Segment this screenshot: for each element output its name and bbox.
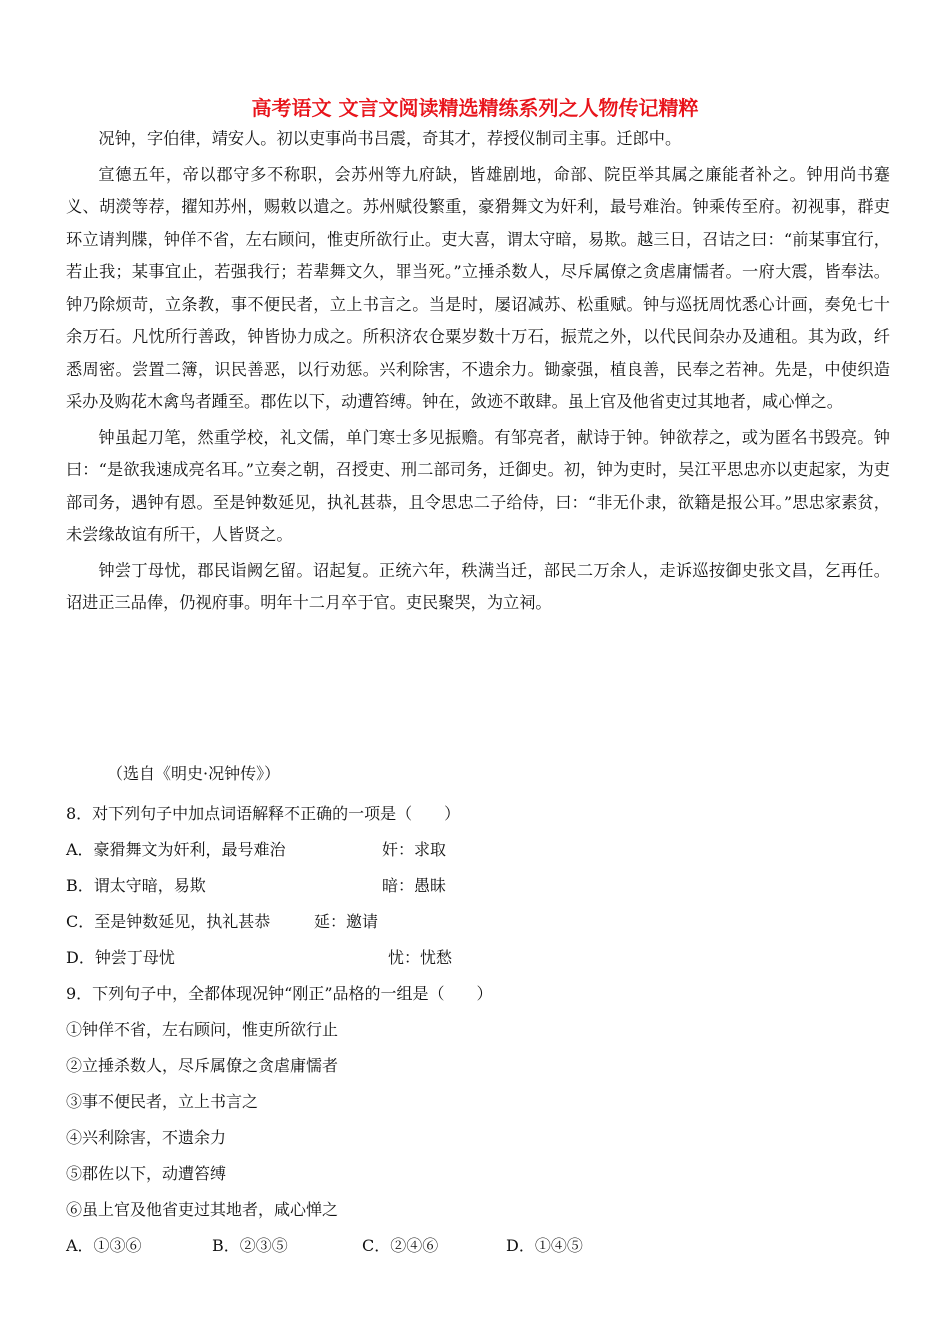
option-text: D．钟尝丁母忧	[66, 948, 175, 967]
answer-choice-b: B．②③⑤	[212, 1236, 288, 1255]
question-9-item: ④兴利除害，不遗余力	[66, 1128, 227, 1147]
passage-paragraph: 钟尝丁母忧，郡民诣阙乞留。诏起复。正统六年，秩满当迁，部民二万余人，走诉巡按御史张文昌，乞再任。诏进正三品俸，仍视府事。明年十二月卒于官。吏民聚哭，为立祠。	[66, 560, 890, 612]
option-text: B．谓太守暗，易欺	[66, 876, 206, 895]
question-9-stem: 9．下列句子中，全都体现况钟“刚正”品格的一组是（ ）	[66, 984, 493, 1003]
answer-choice-c: C．②④⑥	[362, 1236, 439, 1255]
passage-paragraph: 宣德五年，帝以郡守多不称职，会苏州等九府缺，皆雄剧地，命部、院臣举其属之廉能者补之。钟用尚书蹇义、胡濙等荐，擢知苏州，赐敕以遣之。苏州赋役繁重，豪猾舞文为奸利，最号难治。钟乘传至府。初视事，群吏环立请判牒，钟佯不省，左右顾问，惟吏所欲行止。吏大喜，谓太守暗，易欺。越三日，召诘之曰：“前某事宜行，若止我；某事宜止，若强我行；若辈舞文久，罪当死。”立捶杀数人，尽斥属僚之贪虐庸懦者。一府大震，皆奉法。钟乃除烦苛，立条教，事不便民者，立上书言之。当是时，屡诏减苏、松重赋。钟与巡抚周忱悉心计画，奏免七十余万石。凡忱所行善政，钟皆协力成之。所积济农仓粟岁数十万石，振荒之外，以代民间杂办及逋租。其为政，纤悉周密。尝置二簿，识民善恶，以行劝惩。兴利除害，不遗余力。锄豪强，植良善，民奉之若神。先是，中使织造采办及购花木禽鸟者踵至。郡佐以下，动遭笞缚。钟在，敛迹不敢肆。虽上官及他省吏过其地者，咸心惮之。	[66, 164, 890, 411]
question-9-item: ⑤郡佐以下，动遭笞缚	[66, 1164, 227, 1183]
answer-choice-d: D．①④⑤	[506, 1236, 583, 1255]
passage-paragraph: 况钟，字伯律，靖安人。初以吏事尚书吕震，奇其才，荐授仪制司主事。迁郎中。	[98, 129, 682, 148]
question-8-option-b	[66, 868, 890, 904]
passage	[66, 123, 890, 620]
question-8-option-a	[66, 832, 890, 868]
question-9-answers	[66, 1228, 890, 1264]
option-note: 延：邀请	[314, 912, 379, 931]
answer-choice-a: A．①③⑥	[66, 1236, 142, 1255]
question-9-item: ⑥虽上官及他省吏过其地者，咸心惮之	[66, 1200, 339, 1219]
question-9-item: ②立捶杀数人，尽斥属僚之贪虐庸懦者	[66, 1056, 339, 1075]
question-8-option-c	[66, 904, 890, 940]
question-8-option-d	[66, 940, 890, 976]
document-title: 高考语文 文言文阅读精选精练系列之人物传记精粹	[251, 96, 699, 120]
option-note: 奸：求取	[382, 840, 447, 859]
question-9-item: ①钟佯不省，左右顾问，惟吏所欲行止	[66, 1020, 339, 1039]
option-text: C．至是钟数延见，执礼甚恭	[66, 912, 271, 931]
question-9-item: ③事不便民者，立上书言之	[66, 1092, 259, 1111]
option-note: 暗：愚昧	[382, 876, 447, 895]
questions	[66, 796, 890, 1264]
passage-source: （选自《明史·况钟传》）	[107, 764, 281, 783]
option-note: 忧：忧愁	[388, 948, 453, 967]
question-8-stem: 8．对下列句子中加点词语解释不正确的一项是（ ）	[66, 804, 461, 823]
passage-paragraph: 钟虽起刀笔，然重学校，礼文儒，单门寒士多见振赡。有邹亮者，献诗于钟。钟欲荐之，或为匿名书毁亮。钟曰：“是欲我速成亮名耳。”立奏之朝，召授吏、刑二部司务，迁御史。初，钟为吏时，吴江平思忠亦以吏起家，为吏部司务，遇钟有恩。至是钟数延见，执礼甚恭，且令思忠二子给侍，曰：“非无仆隶，欲籍是报公耳。”思忠家素贫，未尝缘故谊有所干，人皆贤之。	[66, 427, 890, 544]
option-text: A．豪猾舞文为奸利，最号难治	[66, 840, 286, 859]
